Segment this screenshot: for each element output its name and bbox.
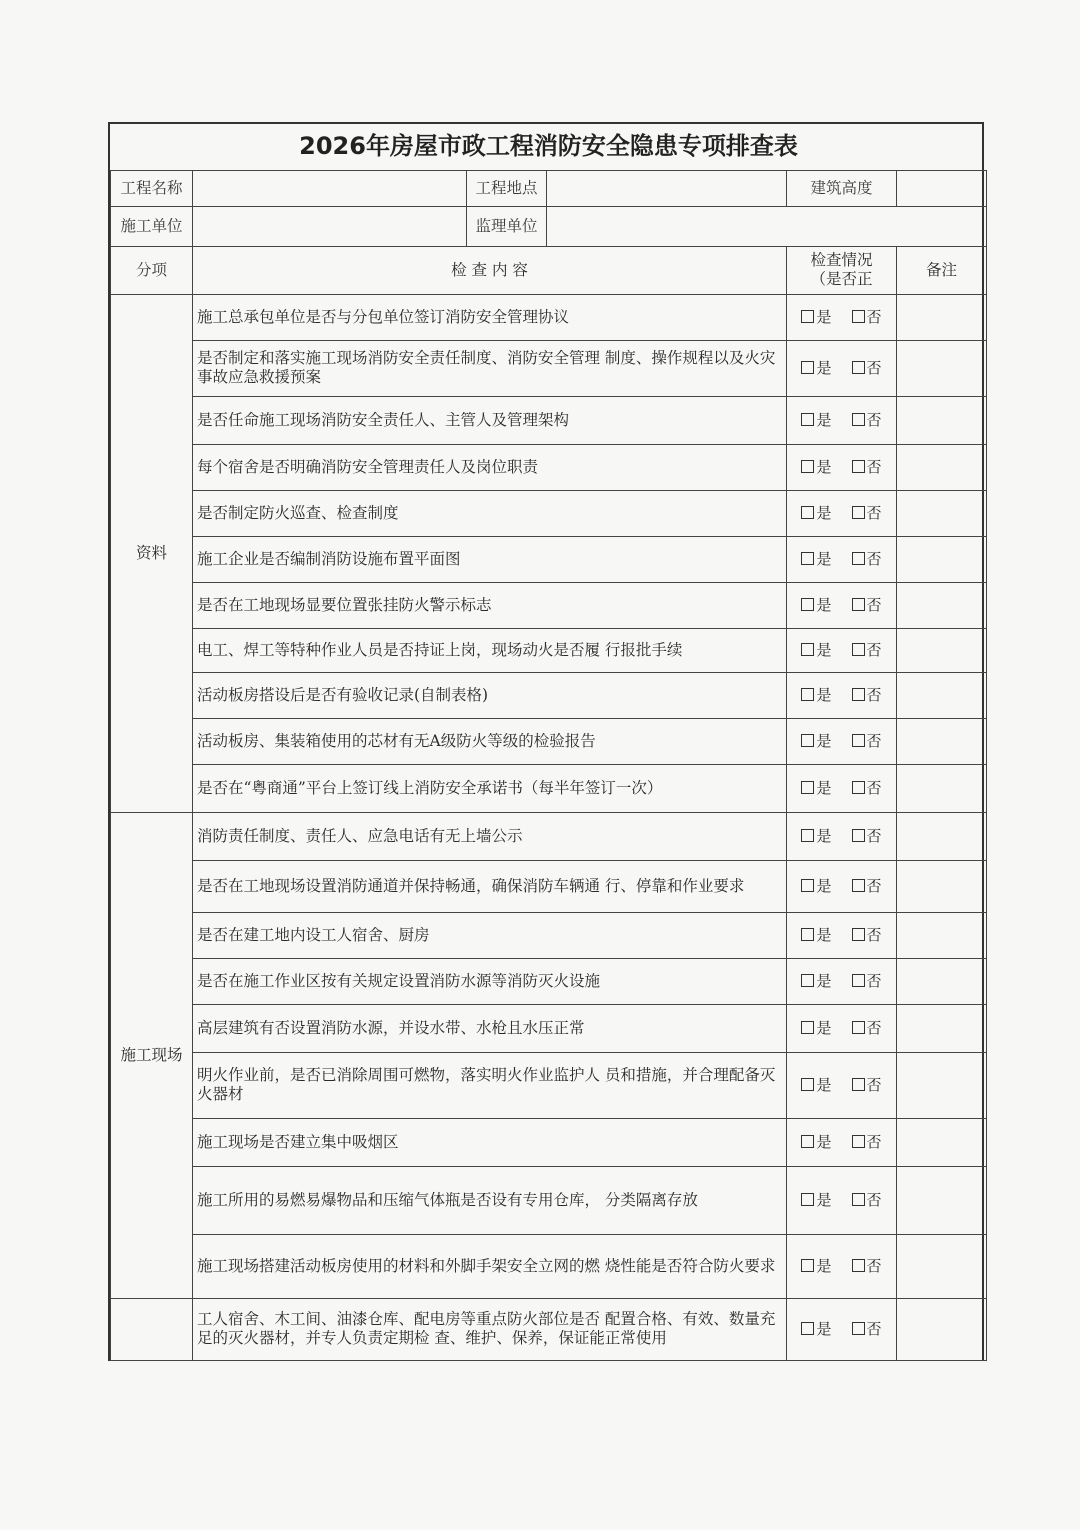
- remarks-cell[interactable]: [897, 1166, 987, 1234]
- check-item-text: 施工所用的易燃易爆物品和压缩气体瓶是否设有专用仓库， 分类隔离存放: [193, 1166, 787, 1234]
- no-label: 否: [866, 1190, 882, 1209]
- table-row: [111, 812, 987, 860]
- checkbox-icon: [801, 781, 814, 794]
- yes-checkbox[interactable]: [801, 641, 831, 659]
- check-item-text: 是否在施工作业区按有关规定设置消防水源等消防灭火设施: [193, 958, 787, 1004]
- checkbox-icon: [852, 361, 865, 374]
- yes-label: 是: [816, 1075, 832, 1094]
- remarks-cell[interactable]: [897, 340, 987, 396]
- remarks-cell[interactable]: [897, 860, 987, 912]
- remarks-cell[interactable]: [897, 1118, 987, 1166]
- remarks-cell[interactable]: [897, 1234, 987, 1298]
- check-item-text: 是否在工地现场显要位置张挂防火警示标志: [193, 582, 787, 628]
- yes-checkbox[interactable]: [801, 732, 831, 750]
- check-item-text: 是否任命施工现场消防安全责任人、主管人及管理架构: [193, 396, 787, 444]
- table-row: [111, 1118, 987, 1166]
- yes-checkbox[interactable]: [801, 504, 831, 522]
- yes-label: 是: [816, 971, 832, 990]
- checkbox-icon: [801, 1259, 814, 1272]
- no-label: 否: [866, 595, 882, 614]
- check-item-text: 高层建筑有否设置消防水源，并设水带、水枪且水压正常: [193, 1004, 787, 1052]
- yes-label: 是: [816, 503, 832, 522]
- check-item-text: 施工现场搭建活动板房使用的材料和外脚手架安全立网的燃 烧性能是否符合防火要求: [193, 1234, 787, 1298]
- table-row: [111, 912, 987, 958]
- check-item-text: 活动板房、集装箱使用的芯材有无A级防火等级的检验报告: [193, 718, 787, 764]
- checkbox-icon: [852, 829, 865, 842]
- yes-label: 是: [816, 457, 832, 476]
- table-row: [111, 1004, 987, 1052]
- check-status: [787, 764, 897, 812]
- building-height-label: 建筑高度: [787, 170, 897, 206]
- status-header-line1: 检查情况: [810, 251, 873, 269]
- project-location-label: 工程地点: [467, 170, 547, 206]
- check-status: [787, 958, 897, 1004]
- remarks-cell[interactable]: [897, 1004, 987, 1052]
- no-checkbox[interactable]: [852, 779, 882, 797]
- table-row: [111, 340, 987, 396]
- no-label: 否: [866, 1018, 882, 1037]
- no-label: 否: [866, 826, 882, 845]
- remarks-cell[interactable]: [897, 1052, 987, 1118]
- yes-checkbox[interactable]: [801, 458, 831, 476]
- check-status: [787, 490, 897, 536]
- no-label: 否: [866, 971, 882, 990]
- checkbox-icon: [801, 1021, 814, 1034]
- table-row: [111, 582, 987, 628]
- check-item-text: 消防责任制度、责任人、应急电话有无上墙公示: [193, 812, 787, 860]
- remarks-cell[interactable]: [897, 628, 987, 672]
- checkbox-icon: [852, 879, 865, 892]
- yes-label: 是: [816, 307, 832, 326]
- no-label: 否: [866, 731, 882, 750]
- checkbox-icon: [801, 1078, 814, 1091]
- no-label: 否: [866, 410, 882, 429]
- checkbox-icon: [852, 552, 865, 565]
- check-status: [787, 1052, 897, 1118]
- project-location-field[interactable]: [547, 170, 787, 206]
- check-status: [787, 444, 897, 490]
- checkbox-icon: [852, 1259, 865, 1272]
- checkbox-icon: [852, 310, 865, 323]
- check-item-text: 施工现场是否建立集中吸烟区: [193, 1118, 787, 1166]
- remarks-cell[interactable]: [897, 582, 987, 628]
- table-row: [111, 628, 987, 672]
- checkbox-icon: [801, 879, 814, 892]
- table-row: [111, 490, 987, 536]
- check-item-text: 每个宿舍是否明确消防安全管理责任人及岗位职责: [193, 444, 787, 490]
- no-label: 否: [866, 876, 882, 895]
- checkbox-icon: [801, 688, 814, 701]
- content-header: 检 查 内 容: [193, 246, 787, 294]
- no-checkbox[interactable]: [852, 504, 882, 522]
- check-status: [787, 340, 897, 396]
- yes-label: 是: [816, 925, 832, 944]
- no-label: 否: [866, 778, 882, 797]
- table-row: [111, 718, 987, 764]
- remarks-cell[interactable]: [897, 812, 987, 860]
- no-label: 否: [866, 457, 882, 476]
- check-item-text: 工人宿舍、木工间、油漆仓库、配电房等重点防火部位是否 配置合格、有效、数量充足的灭火器材，并专人负责定期检 查、维护、保养，保证能正常使用: [193, 1298, 787, 1360]
- no-checkbox[interactable]: [852, 458, 882, 476]
- no-checkbox[interactable]: [852, 1191, 882, 1209]
- no-label: 否: [866, 1319, 882, 1338]
- yes-label: 是: [816, 876, 832, 895]
- yes-label: 是: [816, 1256, 832, 1275]
- check-item-text: 是否在“粤商通”平台上签订线上消防安全承诺书（每半年签订一次）: [193, 764, 787, 812]
- check-item-text: 是否在建工地内设工人宿舍、厨房: [193, 912, 787, 958]
- table-row: [111, 1052, 987, 1118]
- yes-checkbox[interactable]: [801, 926, 831, 944]
- checkbox-icon: [801, 598, 814, 611]
- check-item-text: 是否制定和落实施工现场消防安全责任制度、消防安全管理 制度、操作规程以及火灾事故应急救援预案: [193, 340, 787, 396]
- check-item-text: 明火作业前，是否已消除周围可燃物，落实明火作业监护人 员和措施，并合理配备灭火器材: [193, 1052, 787, 1118]
- no-checkbox[interactable]: [852, 686, 882, 704]
- table-row: [111, 444, 987, 490]
- yes-checkbox[interactable]: [801, 596, 831, 614]
- remarks-cell[interactable]: [897, 396, 987, 444]
- section-label: [111, 1298, 193, 1360]
- yes-checkbox[interactable]: [801, 1257, 831, 1275]
- no-label: 否: [866, 307, 882, 326]
- no-checkbox[interactable]: [852, 827, 882, 845]
- remarks-cell[interactable]: [897, 958, 987, 1004]
- checkbox-icon: [852, 974, 865, 987]
- checkbox-icon: [852, 460, 865, 473]
- no-checkbox[interactable]: [852, 308, 882, 326]
- no-label: 否: [866, 640, 882, 659]
- checkbox-icon: [801, 643, 814, 656]
- checkbox-icon: [852, 1021, 865, 1034]
- construction-unit-label: 施工单位: [111, 206, 193, 246]
- checkbox-icon: [852, 1193, 865, 1206]
- no-checkbox[interactable]: [852, 550, 882, 568]
- no-checkbox[interactable]: [852, 1133, 882, 1151]
- check-item-text: 施工总承包单位是否与分包单位签订消防安全管理协议: [193, 294, 787, 340]
- yes-label: 是: [816, 778, 832, 797]
- yes-label: 是: [816, 1132, 832, 1151]
- no-checkbox[interactable]: [852, 1076, 882, 1094]
- no-label: 否: [866, 358, 882, 377]
- checkbox-icon: [852, 413, 865, 426]
- checkbox-icon: [852, 506, 865, 519]
- no-checkbox[interactable]: [852, 972, 882, 990]
- yes-checkbox[interactable]: [801, 1320, 831, 1338]
- remarks-cell[interactable]: [897, 912, 987, 958]
- no-checkbox[interactable]: [852, 1257, 882, 1275]
- checkbox-icon: [801, 1193, 814, 1206]
- checkbox-icon: [801, 413, 814, 426]
- check-status: [787, 912, 897, 958]
- remarks-cell[interactable]: [897, 490, 987, 536]
- no-label: 否: [866, 1132, 882, 1151]
- check-status: [787, 672, 897, 718]
- yes-label: 是: [816, 826, 832, 845]
- no-label: 否: [866, 685, 882, 704]
- check-status: [787, 1118, 897, 1166]
- yes-checkbox[interactable]: [801, 686, 831, 704]
- checkbox-icon: [801, 974, 814, 987]
- checkbox-icon: [801, 734, 814, 747]
- yes-label: 是: [816, 685, 832, 704]
- yes-checkbox[interactable]: [801, 972, 831, 990]
- table-row: [111, 1298, 987, 1360]
- check-status: [787, 860, 897, 912]
- no-checkbox[interactable]: [852, 641, 882, 659]
- checkbox-icon: [801, 928, 814, 941]
- no-label: 否: [866, 925, 882, 944]
- check-status: [787, 718, 897, 764]
- checkbox-icon: [852, 1322, 865, 1335]
- checkbox-icon: [801, 829, 814, 842]
- table-row: [111, 860, 987, 912]
- yes-checkbox[interactable]: [801, 827, 831, 845]
- project-name-field[interactable]: [193, 170, 467, 206]
- inspection-table: [110, 124, 987, 1361]
- yes-checkbox[interactable]: [801, 1019, 831, 1037]
- construction-unit-field[interactable]: [193, 206, 467, 246]
- checkbox-icon: [801, 552, 814, 565]
- supervision-unit-label: 监理单位: [467, 206, 547, 246]
- check-item-text: 施工企业是否编制消防设施布置平面图: [193, 536, 787, 582]
- no-label: 否: [866, 1075, 882, 1094]
- no-checkbox[interactable]: [852, 877, 882, 895]
- remarks-cell[interactable]: [897, 294, 987, 340]
- no-label: 否: [866, 503, 882, 522]
- table-row: [111, 536, 987, 582]
- check-status: [787, 582, 897, 628]
- checkbox-icon: [852, 598, 865, 611]
- yes-label: 是: [816, 1018, 832, 1037]
- yes-checkbox[interactable]: [801, 1191, 831, 1209]
- no-checkbox[interactable]: [852, 596, 882, 614]
- check-status: [787, 1004, 897, 1052]
- section-header: 分项: [111, 246, 193, 294]
- yes-checkbox[interactable]: [801, 550, 831, 568]
- table-row: [111, 1234, 987, 1298]
- yes-checkbox[interactable]: [801, 411, 831, 429]
- yes-label: 是: [816, 595, 832, 614]
- table-row: [111, 294, 987, 340]
- no-checkbox[interactable]: [852, 411, 882, 429]
- table-row: [111, 672, 987, 718]
- check-status: [787, 536, 897, 582]
- checkbox-icon: [801, 310, 814, 323]
- checkbox-icon: [852, 1078, 865, 1091]
- check-status: [787, 628, 897, 672]
- remarks-cell[interactable]: [897, 536, 987, 582]
- yes-label: 是: [816, 1319, 832, 1338]
- section-label: 资料: [111, 294, 193, 812]
- checkbox-icon: [852, 688, 865, 701]
- yes-checkbox[interactable]: [801, 1076, 831, 1094]
- checkbox-icon: [852, 928, 865, 941]
- yes-label: 是: [816, 410, 832, 429]
- checkbox-icon: [852, 643, 865, 656]
- check-status: [787, 1166, 897, 1234]
- no-checkbox[interactable]: [852, 926, 882, 944]
- checkbox-icon: [801, 1322, 814, 1335]
- yes-label: 是: [816, 549, 832, 568]
- no-checkbox[interactable]: [852, 1320, 882, 1338]
- yes-label: 是: [816, 731, 832, 750]
- check-status: [787, 396, 897, 444]
- remarks-cell[interactable]: [897, 718, 987, 764]
- yes-checkbox[interactable]: [801, 779, 831, 797]
- table-row: [111, 396, 987, 444]
- checkbox-icon: [801, 361, 814, 374]
- check-item-text: 活动板房搭设后是否有验收记录(自制表格): [193, 672, 787, 718]
- remarks-cell[interactable]: [897, 672, 987, 718]
- checkbox-icon: [801, 506, 814, 519]
- no-label: 否: [866, 549, 882, 568]
- yes-label: 是: [816, 358, 832, 377]
- yes-label: 是: [816, 1190, 832, 1209]
- remarks-cell[interactable]: [897, 1298, 987, 1360]
- check-item-text: 是否制定防火巡查、检查制度: [193, 490, 787, 536]
- yes-label: 是: [816, 640, 832, 659]
- no-label: 否: [866, 1256, 882, 1275]
- status-header: [787, 246, 897, 294]
- section-label: 施工现场: [111, 812, 193, 1298]
- remarks-cell[interactable]: [897, 764, 987, 812]
- checkbox-icon: [801, 460, 814, 473]
- check-item-text: 是否在工地现场设置消防通道并保持畅通，确保消防车辆通 行、停靠和作业要求: [193, 860, 787, 912]
- remarks-header: 备注: [897, 246, 987, 294]
- checkbox-icon: [852, 1135, 865, 1148]
- supervision-unit-field[interactable]: [547, 206, 987, 246]
- no-checkbox[interactable]: [852, 359, 882, 377]
- status-header-line2: （是否正: [810, 270, 873, 288]
- check-status: [787, 294, 897, 340]
- checkbox-icon: [801, 1135, 814, 1148]
- inspection-form: [108, 122, 984, 1361]
- check-item-text: 电工、焊工等特种作业人员是否持证上岗，现场动火是否履 行报批手续: [193, 628, 787, 672]
- check-status: [787, 1298, 897, 1360]
- yes-checkbox[interactable]: [801, 1133, 831, 1151]
- table-row: [111, 1166, 987, 1234]
- checkbox-icon: [852, 781, 865, 794]
- building-height-field[interactable]: [897, 170, 987, 206]
- yes-checkbox[interactable]: [801, 359, 831, 377]
- no-checkbox[interactable]: [852, 1019, 882, 1037]
- table-row: [111, 764, 987, 812]
- no-checkbox[interactable]: [852, 732, 882, 750]
- check-status: [787, 812, 897, 860]
- table-row: [111, 958, 987, 1004]
- checkbox-icon: [852, 734, 865, 747]
- form-title: 2026年房屋市政工程消防安全隐患专项排查表: [111, 124, 987, 170]
- yes-checkbox[interactable]: [801, 308, 831, 326]
- project-name-label: 工程名称: [111, 170, 193, 206]
- yes-checkbox[interactable]: [801, 877, 831, 895]
- check-status: [787, 1234, 897, 1298]
- remarks-cell[interactable]: [897, 444, 987, 490]
